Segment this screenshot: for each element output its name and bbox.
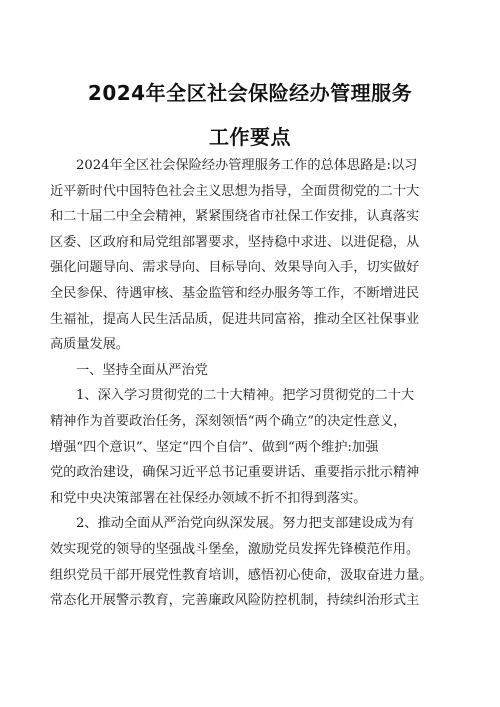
text-line: 一、坚持全面从严治党 <box>76 362 208 378</box>
text-line: 常态化开展警示教育，完善廉政风险防控机制，持续纠治形式主 <box>50 593 420 609</box>
text-line: 和党中央决策部署在社保经办领域不折不扣得到落实。 <box>50 490 367 506</box>
text-line: 全民参保、待遇审核、基金监管和经办服务等工作，不断增进民 <box>50 285 420 301</box>
text-line: 和二十届二中全会精神，紧紧围绕省市社保工作安排，认真落实 <box>50 209 420 225</box>
text-line: 2024年全区社会保险经办管理服务工作的总体思路是:以习 <box>76 158 418 173</box>
text-line: 效实现党的领导的坚强战斗堡垒，激励党员发挥先锋模范作用。 <box>50 541 420 557</box>
text-line: 生福祉，提高人民生活品质，促进共同富裕，推动全区社保事业 <box>50 311 420 327</box>
text-line: 区委、区政府和局党组部署要求，坚持稳中求进、以进促稳，从 <box>50 234 420 250</box>
document-title-line-1: 2024年全区社会保险经办管理服务 <box>87 81 413 105</box>
text-line: 1、深入学习贯彻党的二十大精神。把学习贯彻党的二十大 <box>76 388 415 404</box>
text-line: 高质量发展。 <box>50 337 130 353</box>
document-body <box>50 153 458 614</box>
text-line: 组织党员干部开展党性教育培训，感悟初心使命，汲取奋进力量。 <box>50 567 433 583</box>
text-line: 强化问题导向、需求导向、目标导向、效果导向入手，切实做好 <box>50 260 420 276</box>
text-line: 精神作为首要政治任务，深刻领悟“两个确立”的决定性意义， <box>50 413 407 429</box>
text-line: 党的政治建设，确保习近平总书记重要讲话、重要指示批示精神 <box>50 465 420 481</box>
document-title-line-2: 工作要点 <box>209 125 291 149</box>
text-line: 增强“四个意识”、坚定“四个自信”、做到“两个维护:加强 <box>50 439 379 455</box>
text-line: 近平新时代中国特色社会主义思想为指导，全面贯彻党的二十大 <box>50 183 420 199</box>
text-line: 2、推动全面从严治党向纵深发展。努力把支部建设成为有 <box>76 516 415 532</box>
